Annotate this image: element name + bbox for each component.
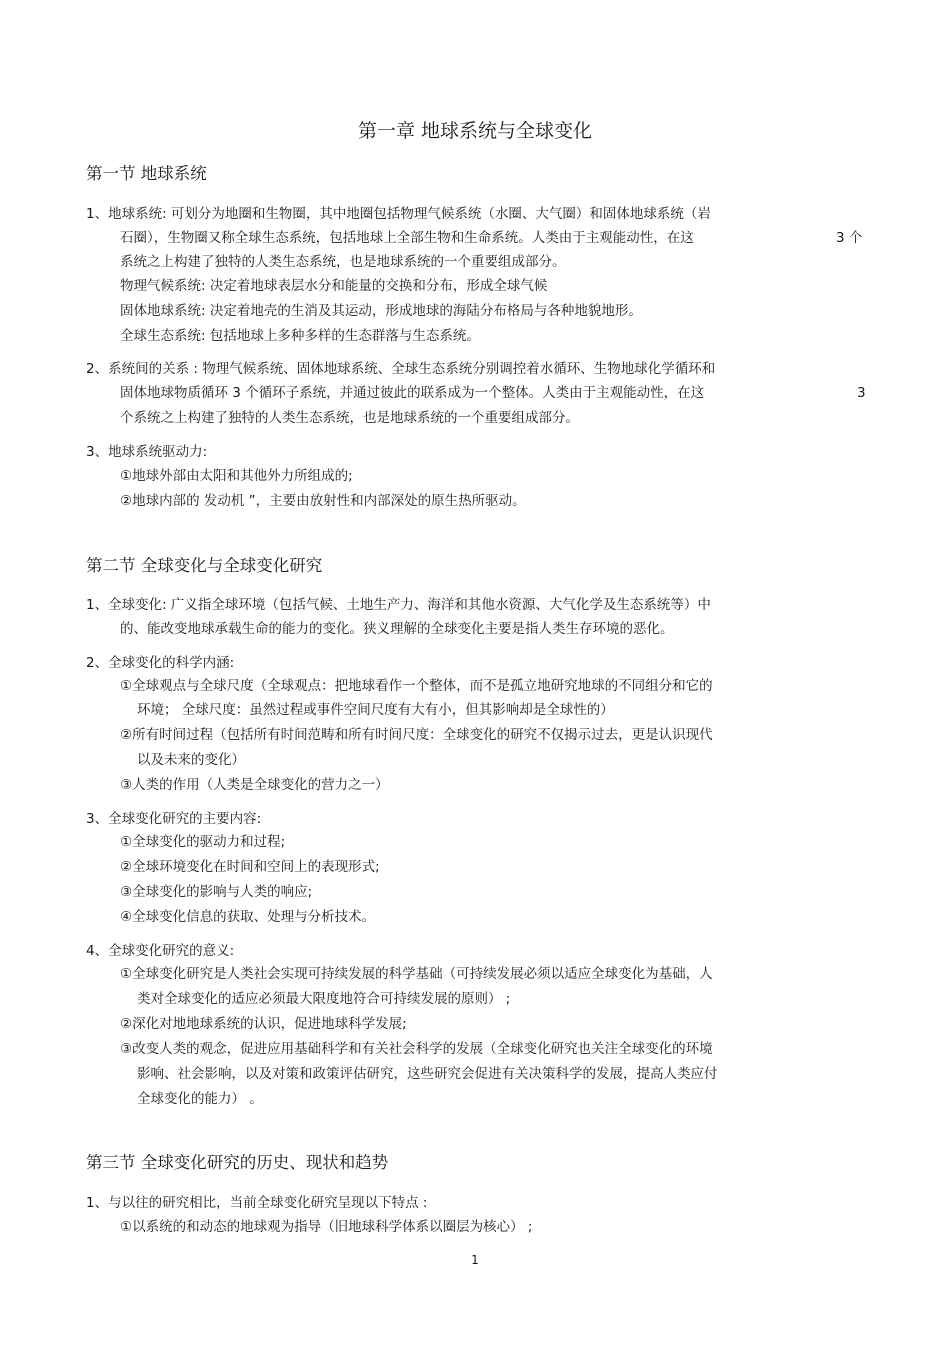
text-line: ①全球观点与全球尺度（全球观点：把地球看作一个整体，而不是孤立地研究地球的不同组分和它的: [120, 678, 713, 694]
text-line: 固体地球系统: 决定着地壳的生消及其运动，形成地球的海陆分布格局与各种地貌地形。: [120, 303, 642, 319]
section-title-1: 第一节 地球系统: [86, 164, 207, 183]
text-line: ①以系统的和动态的地球观为指导（旧地球科学体系以圈层为核心） ;: [120, 1219, 533, 1235]
text-line: 2、全球变化的科学内涵:: [86, 655, 235, 671]
text-line: ①全球变化研究是人类社会实现可持续发展的科学基础（可持续发展必须以适应全球变化为基础，人: [120, 966, 713, 982]
text-line: 全球生态系统: 包括地球上多种多样的生态群落与生态系统。: [120, 328, 480, 344]
text-line: 石圈），生物圈又称全球生态系统，包括地球上全部生物和生命系统。人类由于主观能动性，在这: [120, 230, 694, 246]
text-line: 影响、社会影响，以及对策和政策评估研究，这些研究会促进有关决策科学的发展，提高人类应付: [137, 1066, 718, 1082]
text-line: ①地球外部由太阳和其他外力所组成的;: [120, 468, 353, 484]
text-line: 类对全球变化的适应必须最大限度地符合可持续发展的原则） ;: [137, 991, 511, 1007]
text-line: ②深化对地地球系统的认识，促进地球科学发展;: [120, 1016, 407, 1032]
text-line: 1、与以往的研究相比，当前全球变化研究呈现以下特点 :: [86, 1195, 428, 1211]
right-note: 3 个: [836, 230, 863, 246]
text-line: ②所有时间过程（包括所有时间范畴和所有时间尺度：全球变化的研究不仅揭示过去，更是认识现代: [120, 727, 713, 743]
text-line: 的、能改变地球承载生命的能力的变化。狭义理解的全球变化主要是指人类生存环境的恶化。: [120, 621, 674, 637]
text-line: 1、全球变化: 广义指全球环境（包括气候、土地生产力、海洋和其他水资源、大气化学及生态系统等）中: [86, 597, 711, 613]
text-line: 1、地球系统: 可划分为地圈和生物圈，其中地圈包括物理气候系统（水圈、大气圈）和固体地球系统（岩: [86, 206, 711, 222]
text-line: ②全球环境变化在时间和空间上的表现形式;: [120, 859, 380, 875]
text-line: ③改变人类的观念，促进应用基础科学和有关社会科学的发展（全球变化研究也关注全球变化的环境: [120, 1041, 713, 1057]
text-line: 2、系统间的关系 : 物理气候系统、固体地球系统、全球生态系统分别调控着水循环、生物地球化学循环和: [86, 361, 716, 377]
text-line: 个系统之上构建了独特的人类生态系统，也是地球系统的一个重要组成部分。: [120, 410, 579, 426]
text-line: ②地球内部的 发动机 ”，主要由放射性和内部深处的原生热所驱动。: [120, 493, 526, 509]
text-line: 4、全球变化研究的意义:: [86, 943, 235, 959]
section-title-2: 第二节 全球变化与全球变化研究: [86, 556, 323, 575]
section-title-3: 第三节 全球变化研究的历史、现状和趋势: [86, 1153, 389, 1172]
text-line: ①全球变化的驱动力和过程;: [120, 834, 286, 850]
text-line: 固体地球物质循环 3 个循环子系统，并通过彼此的联系成为一个整体。人类由于主观能动性，在这: [120, 385, 705, 401]
text-line: ③人类的作用（人类是全球变化的营力之一）: [120, 777, 389, 793]
text-line: 环境； 全球尺度：虽然过程或事件空间尺度有大有小，但其影响却是全球性的）: [137, 702, 614, 718]
text-line: 系统之上构建了独特的人类生态系统，也是地球系统的一个重要组成部分。: [120, 254, 566, 270]
text-line: 3、全球变化研究的主要内容:: [86, 811, 262, 827]
right-note: 3: [857, 385, 866, 401]
text-line: 全球变化的能力） 。: [137, 1091, 263, 1107]
page-number: 1: [471, 1253, 479, 1267]
chapter-title: 第一章 地球系统与全球变化: [357, 120, 593, 142]
text-line: 以及未来的变化）: [137, 752, 245, 768]
text-line: ④全球变化信息的获取、处理与分析技术。: [120, 909, 376, 925]
text-line: 物理气候系统: 决定着地球表层水分和能量的交换和分布，形成全球气候: [120, 278, 548, 294]
text-line: 3、地球系统驱动力:: [86, 444, 208, 460]
text-line: ③全球变化的影响与人类的响应;: [120, 884, 313, 900]
